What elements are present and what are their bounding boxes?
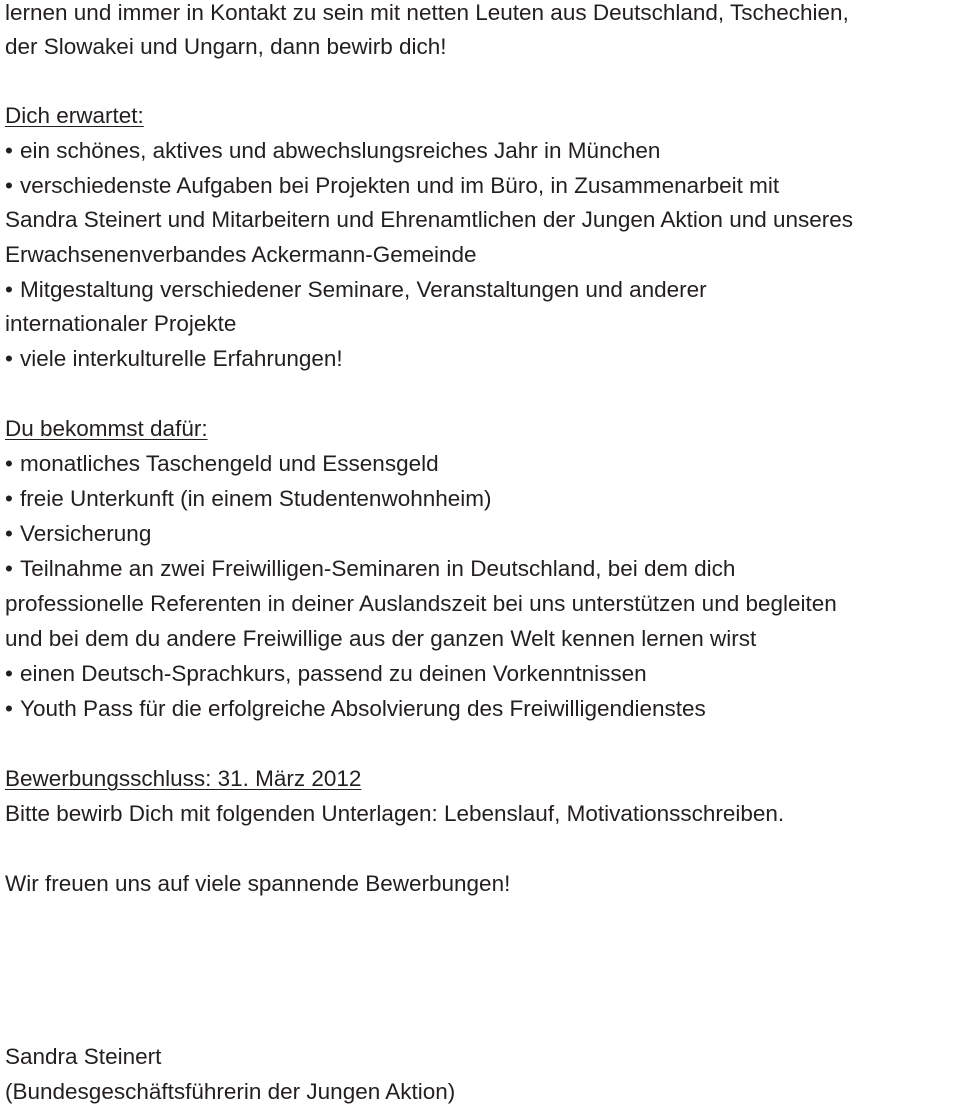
bullet-icon: • bbox=[5, 451, 13, 476]
intro-line-2: der Slowakei und Ungarn, dann bewirb dich! bbox=[5, 34, 447, 59]
deadline-label: Bewerbungsschluss: 31. März 2012 bbox=[5, 766, 362, 791]
bullet-icon: • bbox=[5, 277, 13, 302]
signature-role: (Bundesgeschäftsführerin der Jungen Aktion) bbox=[5, 1079, 456, 1104]
expect-item-1: • ein schönes, aktives und abwechslungsreiches Jahr in München bbox=[5, 136, 660, 166]
bullet-icon: • bbox=[5, 173, 13, 198]
offer-item-4: • Teilnahme an zwei Freiwilligen-Seminaren in Deutschland, bei dem dich bbox=[5, 554, 735, 584]
expect-item-2: • verschiedenste Aufgaben bei Projekten und im Büro, in Zusammenarbeit mit bbox=[5, 171, 779, 201]
bullet-icon: • bbox=[5, 556, 13, 581]
bullet-icon: • bbox=[5, 346, 13, 371]
signature-name: Sandra Steinert bbox=[5, 1044, 162, 1069]
offer-item-5: • einen Deutsch-Sprachkurs, passend zu deinen Vorkenntnissen bbox=[5, 659, 647, 689]
closing-text: Wir freuen uns auf viele spannende Bewerbungen! bbox=[5, 871, 511, 896]
bullet-icon: • bbox=[5, 138, 13, 163]
bullet-icon: • bbox=[5, 521, 13, 546]
offer-item-1: • monatliches Taschengeld und Essensgeld bbox=[5, 449, 439, 479]
offer-item-4-cont: professionelle Referenten in deiner Auslandszeit bei uns unterstützen und begleiten bbox=[5, 591, 837, 616]
expect-item-3: • Mitgestaltung verschiedener Seminare, Veranstaltungen und anderer bbox=[5, 275, 707, 305]
expect-item-2-cont: Sandra Steinert und Mitarbeitern und Ehrenamtlichen der Jungen Aktion und unseres bbox=[5, 207, 854, 232]
offer-heading: Du bekommst dafür: bbox=[5, 416, 208, 441]
offer-item-2: • freie Unterkunft (in einem Studentenwohnheim) bbox=[5, 484, 492, 514]
offer-item-6: • Youth Pass für die erfolgreiche Absolvierung des Freiwilligendienstes bbox=[5, 694, 706, 724]
expect-item-2-cont: Erwachsenenverbandes Ackermann-Gemeinde bbox=[5, 242, 477, 267]
bullet-icon: • bbox=[5, 661, 13, 686]
expect-item-3-cont: internationaler Projekte bbox=[5, 311, 237, 336]
offer-item-4-cont: und bei dem du andere Freiwillige aus der ganzen Welt kennen lernen wirst bbox=[5, 626, 757, 651]
intro-line-1: lernen und immer in Kontakt zu sein mit netten Leuten aus Deutschland, Tschechien, bbox=[5, 0, 849, 25]
offer-item-3: • Versicherung bbox=[5, 519, 151, 549]
bullet-icon: • bbox=[5, 486, 13, 511]
documents-text: Bitte bewirb Dich mit folgenden Unterlagen: Lebenslauf, Motivationsschreiben. bbox=[5, 801, 785, 826]
expect-heading: Dich erwartet: bbox=[5, 103, 144, 128]
bullet-icon: • bbox=[5, 696, 13, 721]
expect-item-4: • viele interkulturelle Erfahrungen! bbox=[5, 344, 343, 374]
